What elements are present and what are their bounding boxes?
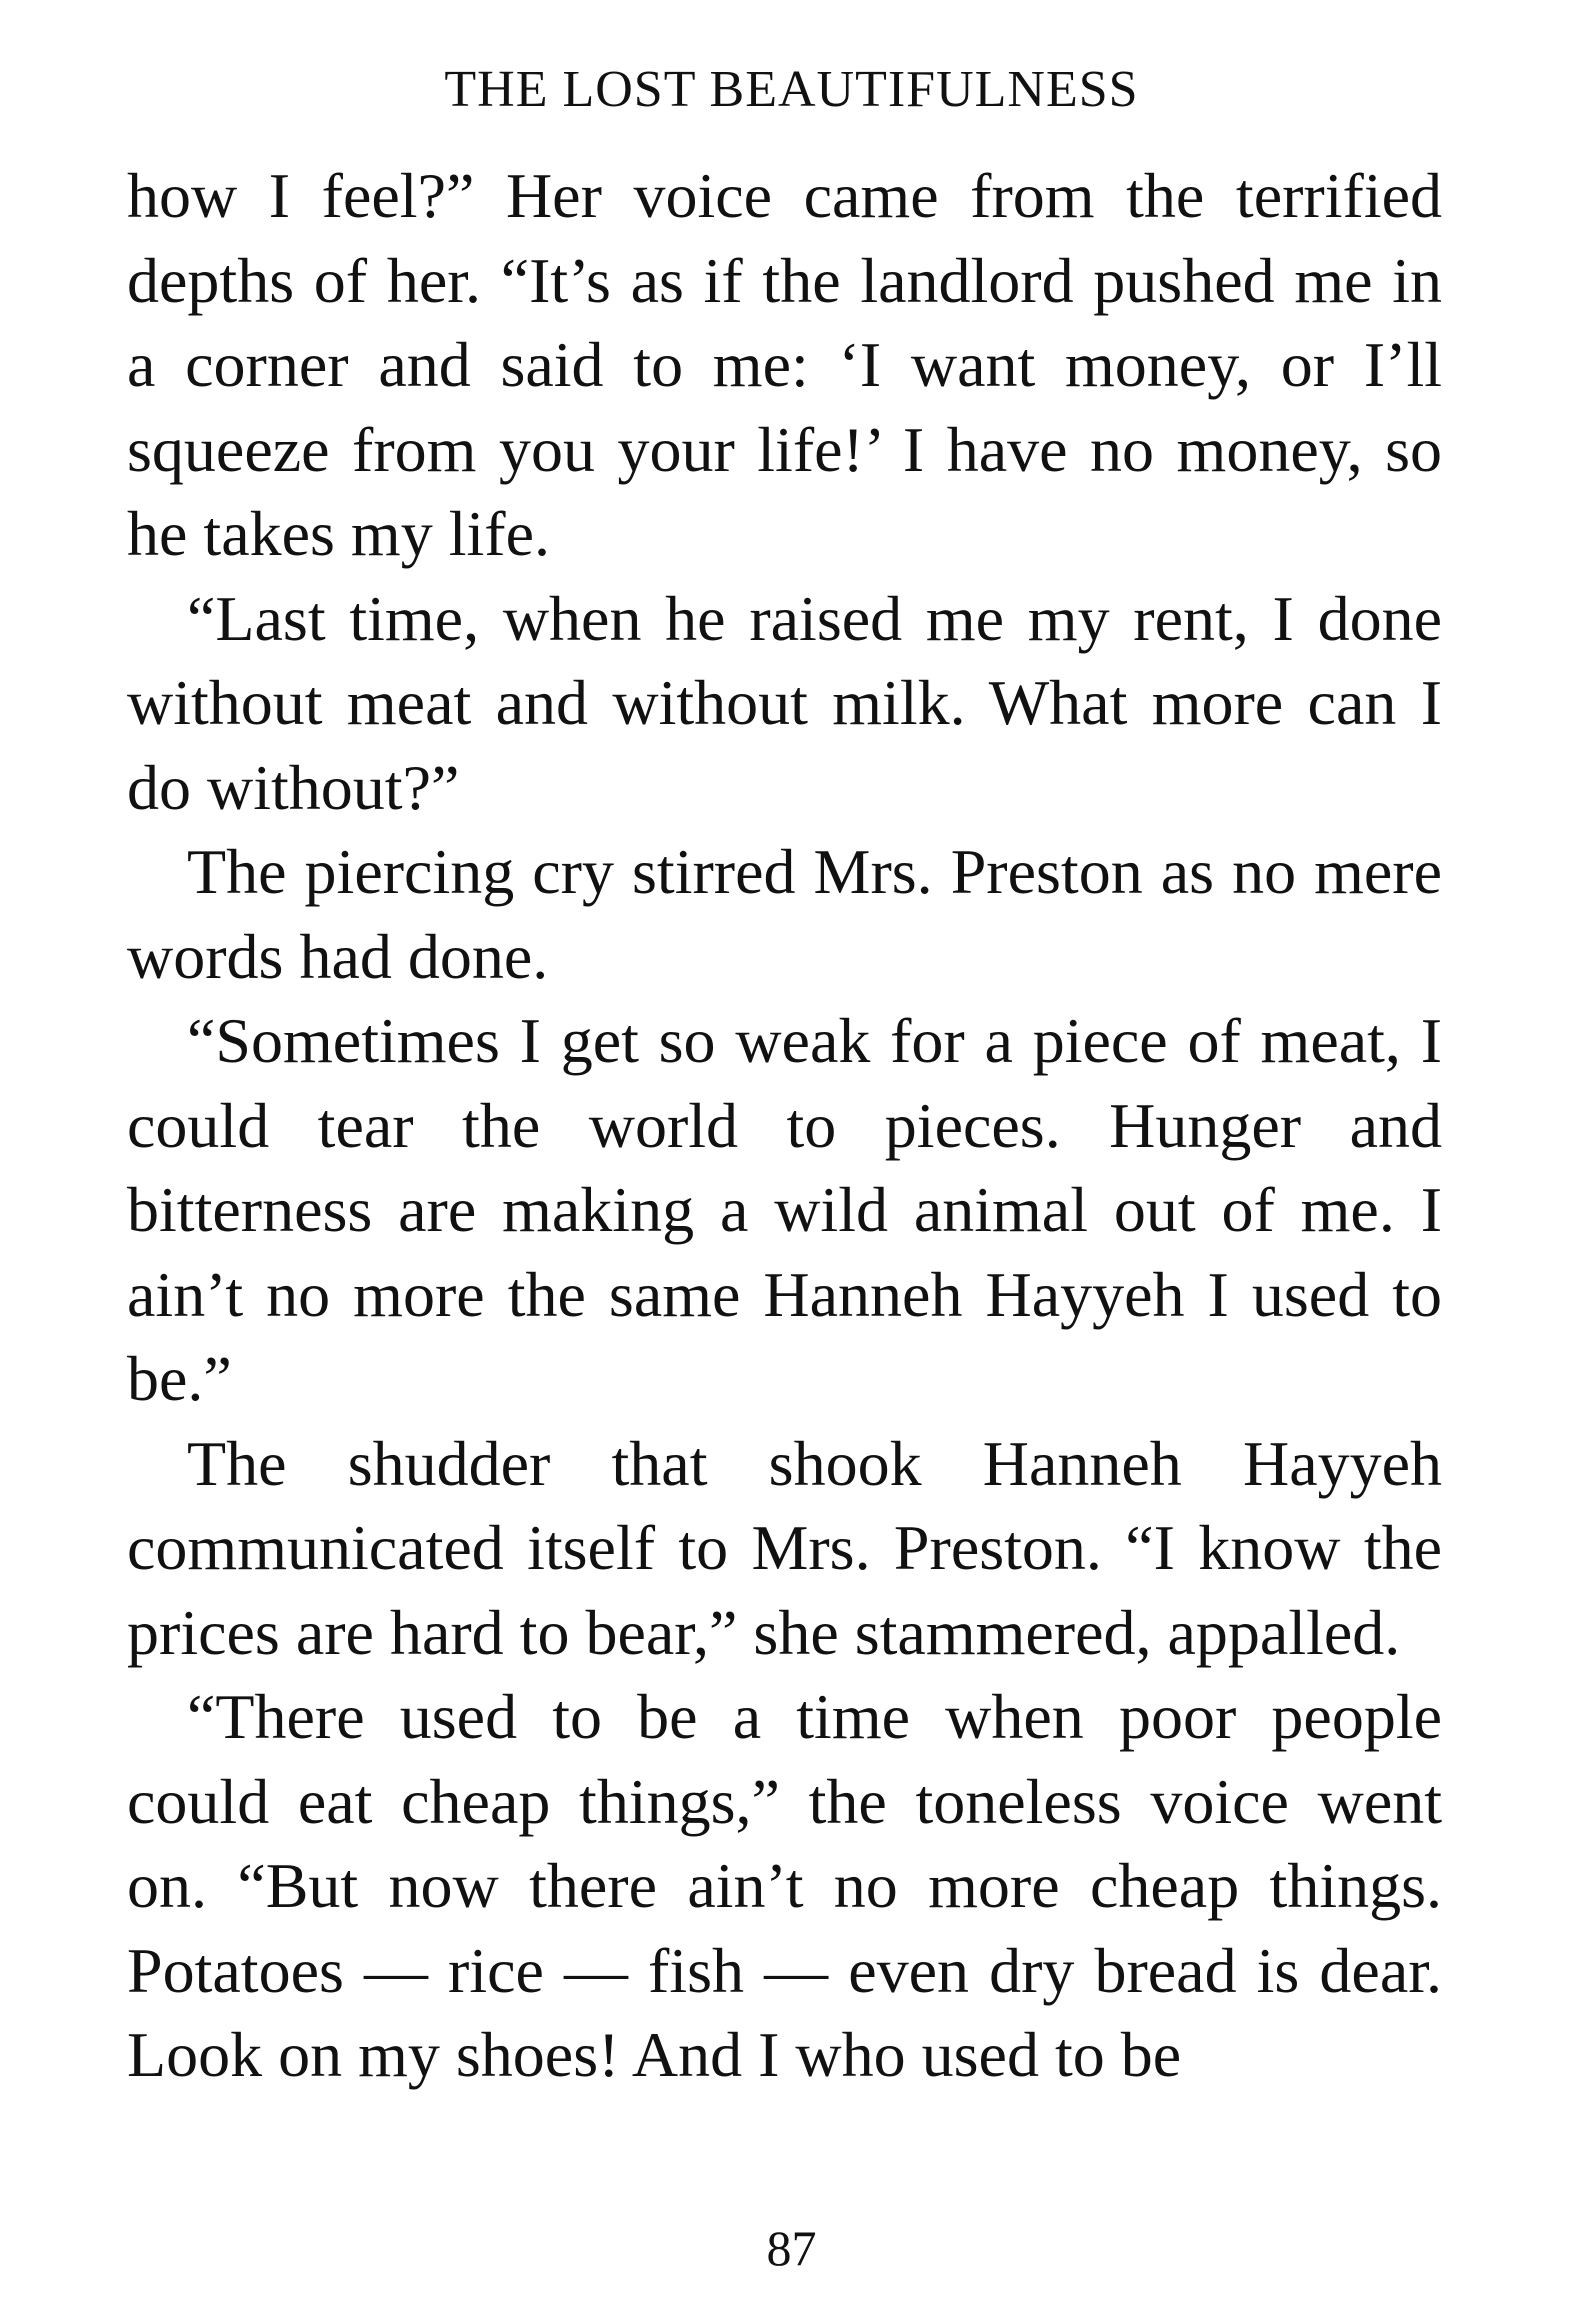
paragraph: “Sometimes I get so weak for a piece of meat, I could tear the world to pieces. Hunger and bitterness are making a wild animal out of me. I ain’t no more the same Hanneh Hayyeh I used to be.”	[127, 1005, 1442, 1414]
paragraph: The piercing cry stirred Mrs. Preston as no mere words had done.	[127, 836, 1442, 992]
running-head: THE LOST BEAUTIFULNESS	[444, 61, 1139, 118]
paragraph: “Last time, when he raised me my rent, I done without meat and without milk. What more can I do without?”	[127, 582, 1442, 823]
paragraph: The shudder that shook Hanneh Hayyeh communicated itself to Mrs. Preston. “I know the prices are hard to bear,” she stammered, appalled.	[127, 1427, 1442, 1668]
paragraph: “There used to be a time when poor people could eat cheap things,” the toneless voice went on. “But now there ain’t no more cheap things. Potatoes — rice — fish — even dry bread is dear. Look on my shoes! And I who used to be	[127, 1681, 1442, 2090]
page-number: 87	[766, 2220, 817, 2276]
paragraph: how I feel?” Her voice came from the terrified depths of her. “It’s as if the landlord pushed me in a corner and said to me: ‘I want money, or I’ll squeeze from you your life!’ I have no money, so he takes my life.	[127, 160, 1442, 569]
body-text	[127, 154, 1442, 2098]
